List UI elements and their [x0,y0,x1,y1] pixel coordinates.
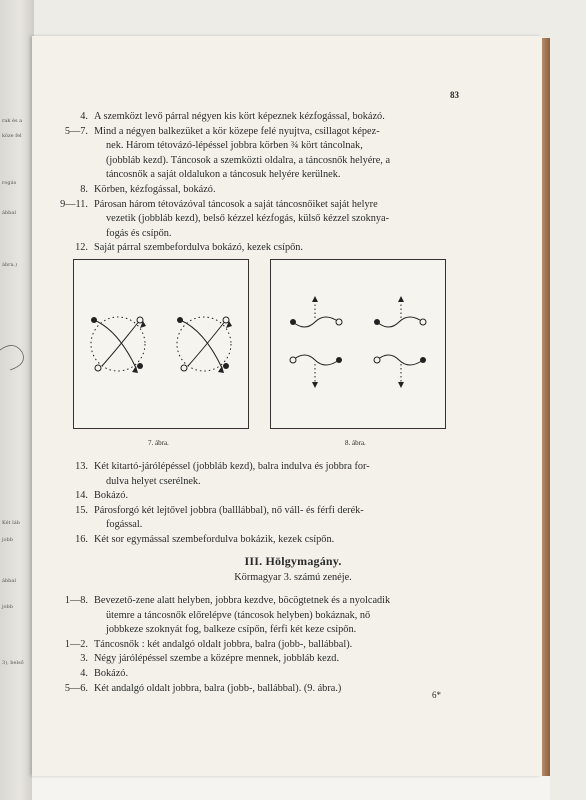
figure-8 [270,259,446,429]
step-number: 5—6. [64,682,88,694]
book-cover-edge [542,38,550,778]
margin-fragment: jobb [2,604,13,610]
step-text: Négy járólépéssel szembe a középre mennek, jobbláb kezd. [94,653,340,665]
step-text: fogással. [106,519,143,531]
step-text: Körben, kézfogással, bokázó. [94,183,216,195]
step-text: Táncosnők : két andalgó oldalt jobbra, balra (jobb-, ballábbal). [94,638,353,650]
step-number: 1—8. [64,595,88,606]
step-number: 4. [80,667,88,679]
left-page-edge [0,0,34,800]
step-number: 16. [75,533,88,545]
figure-7-caption: 7. ábra. [148,439,169,447]
step-number: 12. [75,242,88,254]
margin-fragment: jobb [2,537,13,543]
step-text: vezetik (jobbláb kezd), belső kézzel kézfogás, külső kézzel szoknya- [106,213,390,225]
margin-fragment: ábbal [2,578,16,584]
margin-figure-fragment [0,280,30,400]
page-number: 83 [450,90,459,100]
step-text: Párosan három tétovázóval táncosok a saját táncosnőiket saját helyre [94,198,378,210]
figure-8-caption: 8. ábra. [345,439,366,447]
step-text: Párosforgó két lejtővel jobbra (balllábbal), nő váll- és férfi derék- [94,504,364,516]
margin-fragment: rak és a [2,118,23,124]
figure-8-diagram [271,260,445,428]
step-text: jobbkeze szoknyát fog, balkeze csípőn, férfi két keze csípőn. [106,624,357,636]
step-text: nek. Három tétovázó-lépéssel jobbra körben ¾ kört táncolnak, [106,140,363,152]
step-number: 5—7. [64,125,88,137]
step-text: Saját párral szembefordulva bokázó, kezek csípőn. [94,242,303,254]
step-text: táncosnők a saját oldalukon a táncosuk helyére kerülnek. [106,169,341,181]
step-text: Két kitartó-járólépéssel (jobbláb kezd), balra indulva és jobbra for- [94,461,370,472]
margin-fragment: Két láb [2,520,20,526]
step-text: Bokázó. [94,490,129,502]
step-number: 1—2. [64,638,88,650]
step-text: Két andalgó oldalt jobbra, balra (jobb-, ballábbal). (9. ábra.) [94,682,342,694]
step-number: 3. [80,653,88,665]
margin-fragment: köze fel [2,133,22,139]
margin-fragment: ábbal [2,210,16,216]
section-subtitle: Körmagyar 3. számú zenéje. [234,572,352,583]
figure-7-diagram [74,260,248,428]
signature-mark: 6* [432,690,441,700]
step-text: dulva helyet cserélnek. [106,475,201,487]
background [32,776,550,800]
margin-fragment: 3), belső [2,660,24,666]
step-text: Két sor egymással szembefordulva bokázik, kezek csípőn. [94,533,335,545]
step-number: 15. [75,504,88,516]
step-number: 9—11. [60,198,88,210]
step-text: Bokázó. [94,667,129,679]
step-text: ütemre a táncosnők előrelépve (táncosok helyben) bokáznak, nő [106,609,371,621]
section-title: III. Hölgymagány. [244,554,342,568]
step-text: Bevezető-zene alatt helyben, jobbra kezdve, böcögtetnek és a nyolcadik [94,595,391,606]
step-text: A szemközt levő párral négyen kis kört képeznek kézfogással, bokázó. [94,111,385,122]
step-number: 13. [75,461,88,472]
step-text: Mind a négyen balkezüket a kör közepe felé nyujtva, csillagot képez- [94,125,380,137]
margin-fragment: ábra.) [2,262,18,268]
margin-fragment: rogás [2,180,17,186]
step-text: (jobbláb kezd). Táncosok a szemközti oldalra, a táncosnők helyére, a [106,154,391,166]
step-text: fogás és csípőn. [106,227,172,239]
step-number: 8. [80,183,88,195]
figure-7 [73,259,249,429]
step-number: 4. [80,111,88,122]
step-number: 14. [75,490,88,502]
